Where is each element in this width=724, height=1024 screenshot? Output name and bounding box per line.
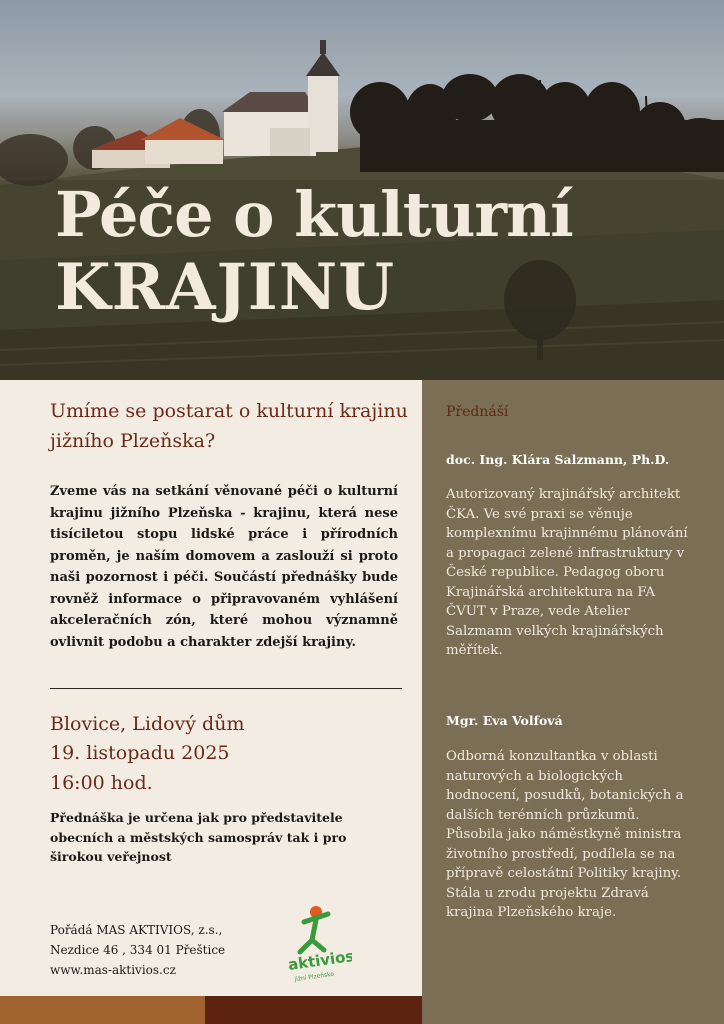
bottom-bar-dark bbox=[205, 996, 422, 1024]
aktivios-logo bbox=[282, 900, 352, 990]
organizer-name: Pořádá MAS AKTIVIOS, z.s., bbox=[50, 923, 223, 937]
title-line-2: KRAJINU bbox=[55, 250, 395, 325]
intro-text: Zveme vás na setkání věnované péči o kulturní krajinu jižního Plzeňska - krajinu, která nese tisíciletou stopu lidské práce i přírodních proměn, je naším domovem a zaslouží si proto naši pozornost i péči. Součástí přednášky bude rovněž informace o připravovaném vyhlášení akceleračních zón, které mohou významně ovlivnit podobu a charakter zdejší krajiny. bbox=[50, 484, 398, 650]
event-date: 19. listopadu 2025 bbox=[50, 742, 230, 764]
title-line-1: Péče o kulturní bbox=[55, 178, 573, 251]
lecturer-1-bio: Autorizovaný krajinářský architekt ČKA. Ve své praxi se věnuje komplexnímu krajinnému plánování a propagaci zelené infrastruktury v České republice. Pedagog oboru Krajinářská architektura na FA ČVUT v Praze, vede Atelier Salzmann velkých krajinářských měřítek. bbox=[446, 487, 688, 658]
lecturer-2-bio: Odborná konzultantka v oblasti naturových a biologických hodnocení, posudků, botanických a dalších terénních průzkumů. Působila jako náměstkyně ministra životního prostředí, podílela se na přípravě celostátní Politiky krajiny. Stála u zrodu projektu Zdravá krajina Plzeňského kraje. bbox=[446, 749, 684, 920]
audience-note: Přednáška je určena jak pro představitele obecních a městských samospráv tak i pro širokou veřejnost bbox=[50, 810, 347, 864]
divider bbox=[50, 688, 402, 689]
hero-photo bbox=[0, 0, 724, 380]
lecturer-2-name: Mgr. Eva Volfová bbox=[446, 713, 563, 728]
event-place: Blovice, Lidový dům bbox=[50, 713, 245, 735]
logo-wordmark: aktivios bbox=[286, 946, 352, 974]
bottom-bar-light bbox=[0, 996, 205, 1024]
question-heading: Umíme se postarat o kulturní krajinu jižního Plzeňska? bbox=[50, 400, 408, 452]
logo-figure-icon bbox=[282, 900, 352, 990]
event-time: 16:00 hod. bbox=[50, 772, 153, 794]
logo-tagline: jižní Plzeňsko bbox=[294, 970, 335, 984]
organizer-website-link[interactable]: www.mas-aktivios.cz bbox=[50, 963, 176, 977]
organizer-address: Nezdice 46 , 334 01 Přeštice bbox=[50, 943, 226, 957]
lecturers-label: Přednáší bbox=[446, 404, 509, 420]
right-panel bbox=[422, 380, 724, 1024]
lecturer-1-name: doc. Ing. Klára Salzmann, Ph.D. bbox=[446, 452, 670, 467]
organizer-info bbox=[50, 920, 280, 980]
